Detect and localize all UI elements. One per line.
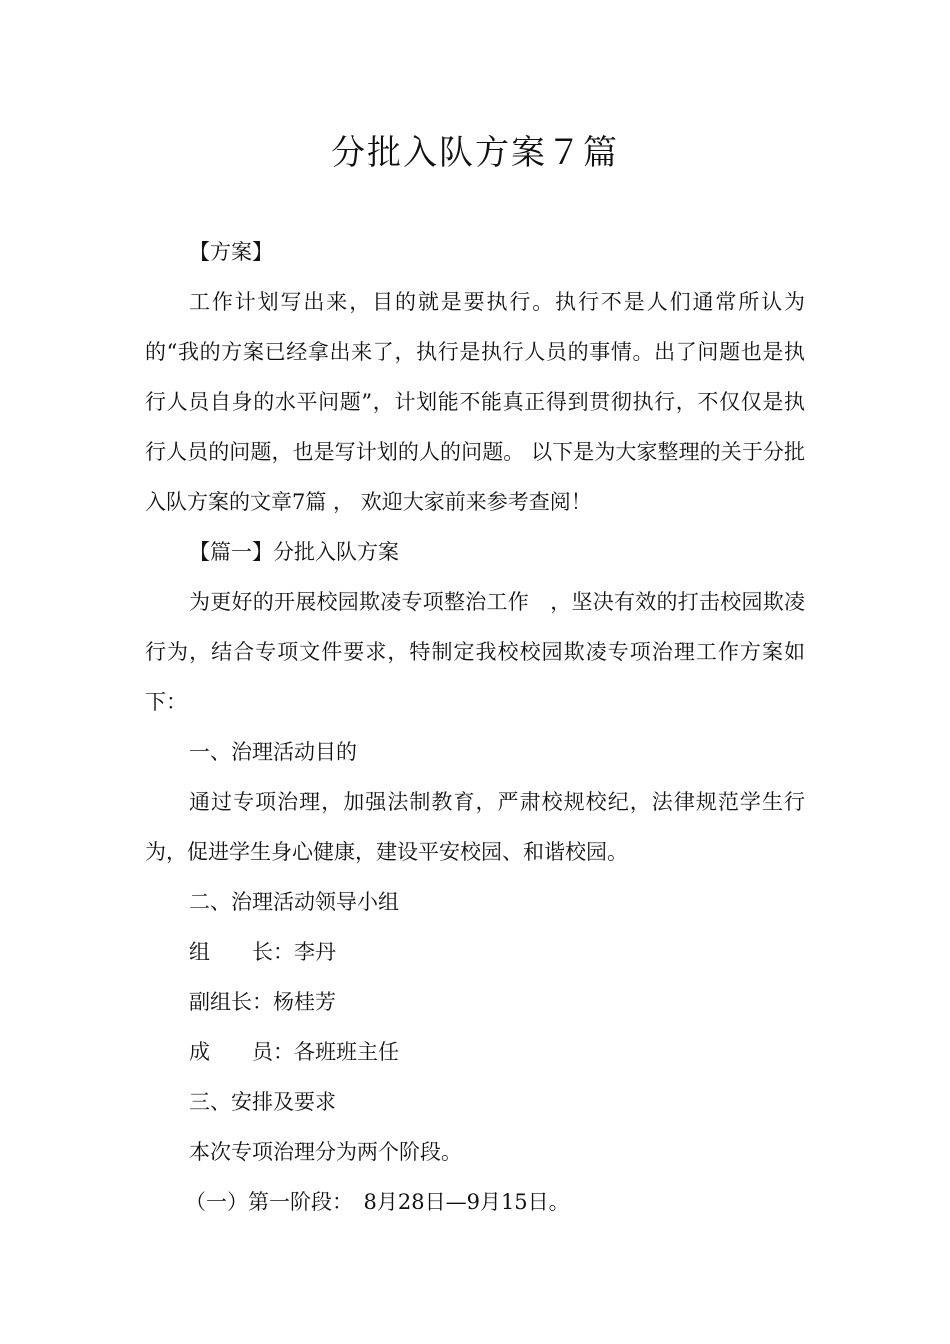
deputy-leader-line: 副组长：杨桂芳 [189,990,336,1014]
document-title: 分批入队方案７篇 [331,133,619,173]
intro-paragraph: 工作计划写出来，目的就是要执行。执行不是人们通常所认为的“我的方案已经拿出来了，执行是执行人员的事情。出了问题也是执行人员自身的水平问题”，计划能不能真正得到贯彻执行，不仅仅是执行人员的问题，也是写计划的人的问题。 以下是为大家整理的关于分批入队方案的文章7篇 ， 欢迎大家前来参考查阅！ [145,290,805,514]
stages-line: 本次专项治理分为两个阶段。 [189,1140,462,1164]
section-heading-3: 三、安排及要求 [189,1090,336,1114]
section-label-plan: 【方案】 [189,240,273,264]
chapter-intro-paragraph: 为更好的开展校园欺凌专项整治工作 ，坚决有效的打击校园欺凌行为，结合专项文件要求，特制定我校校园欺凌专项治理工作方案如下： [145,590,805,714]
section-heading-2: 二、治理活动领导小组 [189,890,399,914]
stage-1-line: （一）第一阶段： 8月28日—9月15日。 [185,1190,570,1214]
chapter-heading-1: 【篇一】分批入队方案 [189,540,399,564]
section-1-paragraph: 通过专项治理，加强法制教育，严肃校规校纪，法律规范学生行为，促进学生身心健康，建设平安校园、和谐校园。 [145,790,805,864]
leader-line: 组 长：李丹 [189,940,336,964]
document-body [145,227,805,1227]
section-heading-1: 一、治理活动目的 [189,740,357,764]
members-line: 成 员：各班班主任 [189,1040,399,1064]
